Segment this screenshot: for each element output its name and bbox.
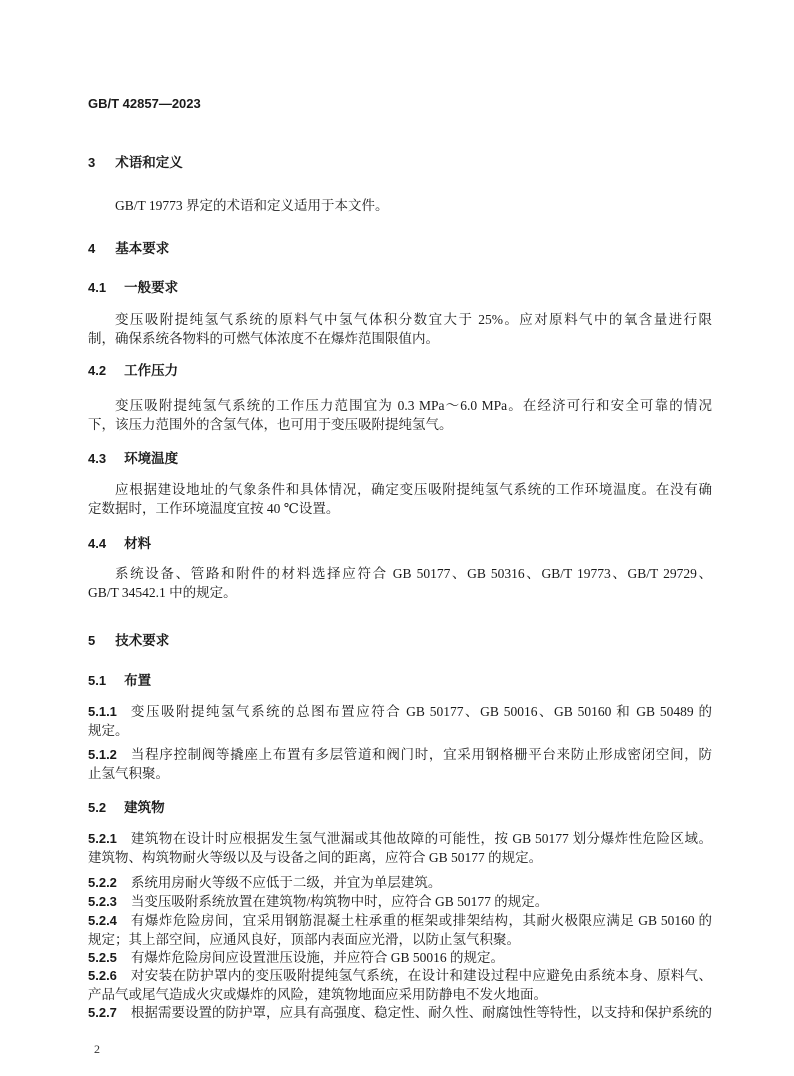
- paragraph: [88, 564, 712, 602]
- text-line: 定数据时，工作环境温度宜按 40 ℃设置。: [88, 501, 340, 516]
- section-title: 环境温度: [124, 451, 179, 466]
- clause-number: 5.2.1: [88, 831, 117, 846]
- clause-text: 当变压吸附系统放置在建筑物/构筑物中时，应符合 GB 50177 的规定。: [130, 894, 549, 909]
- subsection-heading: [88, 798, 712, 817]
- section-number: 4: [88, 241, 96, 256]
- clause-number: 5.2.7: [88, 1005, 117, 1020]
- clause: [88, 948, 712, 967]
- section-heading: [88, 631, 712, 650]
- text-line: 规定；其上部空间，应通风良好，顶部内表面应光滑，以防止氢气积聚。: [88, 932, 520, 947]
- clause-text: 根据需要设置的防护罩，应具有高强度、稳定性、耐久性、耐腐蚀性等特性，以支持和保护系统的: [130, 1005, 712, 1020]
- text-line: [88, 911, 712, 930]
- clause: [88, 892, 712, 911]
- section-number: 3: [88, 155, 96, 170]
- text-line: GB/T 19773 界定的术语和定义适用于本文件。: [115, 198, 389, 213]
- clause-number: 5.2.6: [88, 968, 117, 983]
- text-line: [88, 948, 712, 967]
- clause: [88, 966, 712, 1004]
- paragraph: [88, 480, 712, 518]
- text-line: 应根据建设地址的气象条件和具体情况，确定变压吸附提纯氢气系统的工作环境温度。在没有确: [115, 482, 712, 497]
- section-title: 工作压力: [124, 363, 179, 378]
- clause-text: 有爆炸危险房间，宜采用钢筋混凝土柱承重的框架或排架结构，其耐火极限应满足 GB 50160 的: [130, 913, 712, 928]
- clause-number: 5.1.1: [88, 704, 117, 719]
- clause-text: 变压吸附提纯氢气系统的总图布置应符合 GB 50177、GB 50016、GB 50160 和 GB 50489 的: [130, 704, 712, 719]
- paragraph: [88, 310, 712, 348]
- clause-text: 有爆炸危险房间应设置泄压设施，并应符合 GB 50016 的规定。: [130, 950, 505, 965]
- subsection-heading: [88, 534, 712, 553]
- text-line: 规定。: [88, 723, 129, 738]
- clause: [88, 745, 712, 783]
- clause-number: 5.2.3: [88, 894, 117, 909]
- text-line: 止氢气积聚。: [88, 766, 169, 781]
- clause-number: 5.1.2: [88, 747, 117, 762]
- section-number: 5.2: [88, 800, 107, 815]
- text-line: [88, 1003, 712, 1022]
- section-title: 技术要求: [115, 633, 170, 648]
- text-line: [88, 745, 712, 764]
- clause-number: 5.2.5: [88, 950, 117, 965]
- text-line: 建筑物、构筑物耐火等级以及与设备之间的距离，应符合 GB 50177 的规定。: [88, 850, 543, 865]
- clause-text: 建筑物在设计时应根据发生氢气泄漏或其他故障的可能性，按 GB 50177 划分爆炸性危险区域。: [130, 831, 712, 846]
- subsection-heading: [88, 278, 712, 297]
- section-number: 4.1: [88, 280, 107, 295]
- clause: [88, 911, 712, 949]
- paragraph: [88, 196, 712, 215]
- paragraph: [88, 396, 712, 434]
- subsection-heading: [88, 361, 712, 380]
- text-line: [88, 702, 712, 721]
- section-number: 4.3: [88, 451, 107, 466]
- section-number: 5: [88, 633, 96, 648]
- text-line: GB/T 34542.1 中的规定。: [88, 585, 237, 600]
- section-heading: [88, 153, 712, 172]
- standard-code-header: GB/T 42857—2023: [88, 96, 201, 111]
- section-title: 材料: [124, 536, 152, 551]
- section-title: 布置: [124, 673, 152, 688]
- subsection-heading: [88, 671, 712, 690]
- text-line: 变压吸附提纯氢气系统的工作压力范围宜为 0.3 MPa～6.0 MPa。在经济可行和安全可靠的情况: [115, 398, 712, 413]
- text-line: [88, 966, 712, 985]
- text-line: 产品气或尾气造成火灾或爆炸的风险，建筑物地面应采用防静电不发火地面。: [88, 987, 547, 1002]
- section-title: 术语和定义: [115, 155, 183, 170]
- clause-text: 对安装在防护罩内的变压吸附提纯氢气系统，在设计和建设过程中应避免由系统本身、原料气、: [130, 968, 712, 983]
- section-number: 5.1: [88, 673, 107, 688]
- clause-text: 系统用房耐火等级不应低于二级，并宜为单层建筑。: [130, 875, 442, 890]
- text-line: [88, 829, 712, 848]
- text-line: 系统设备、管路和附件的材料选择应符合 GB 50177、GB 50316、GB/T 19773、GB/T 29729、: [115, 566, 712, 581]
- section-title: 一般要求: [124, 280, 179, 295]
- page-number: 2: [94, 1042, 100, 1056]
- text-line: 变压吸附提纯氢气系统的原料气中氢气体积分数宜大于 25%。应对原料气中的氧含量进行限: [115, 312, 712, 327]
- section-heading: [88, 239, 712, 258]
- clause-text: 当程序控制阀等撬座上布置有多层管道和阀门时，宜采用钢格栅平台来防止形成密闭空间，防: [130, 747, 712, 762]
- section-title: 基本要求: [115, 241, 170, 256]
- clause: [88, 1003, 712, 1022]
- clause-number: 5.2.4: [88, 913, 117, 928]
- section-title: 建筑物: [124, 800, 165, 815]
- clause: [88, 702, 712, 740]
- subsection-heading: [88, 449, 712, 468]
- section-number: 4.2: [88, 363, 107, 378]
- clause: [88, 829, 712, 867]
- clause-number: 5.2.2: [88, 875, 117, 890]
- text-line: 下，该压力范围外的含氢气体，也可用于变压吸附提纯氢气。: [88, 417, 453, 432]
- text-line: [88, 892, 712, 911]
- section-number: 4.4: [88, 536, 107, 551]
- clause: [88, 873, 712, 892]
- text-line: 制，确保系统各物料的可燃气体浓度不在爆炸范围限值内。: [88, 331, 439, 346]
- text-line: [88, 873, 712, 892]
